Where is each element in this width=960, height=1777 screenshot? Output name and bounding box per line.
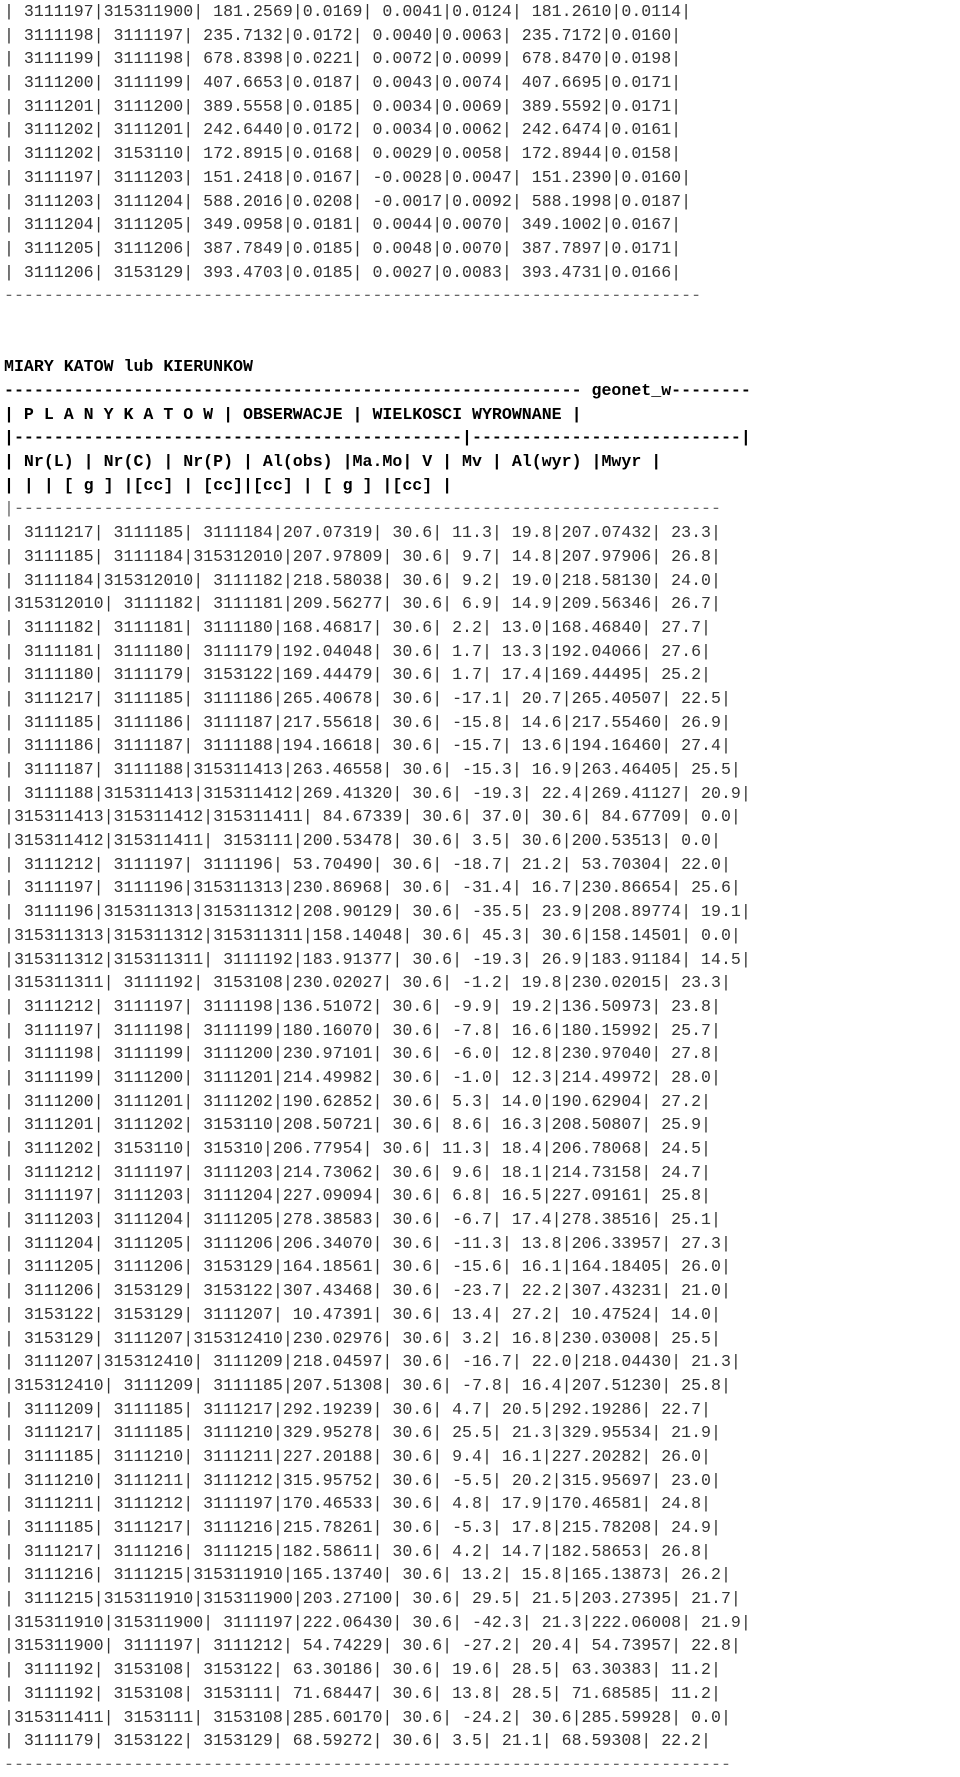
table-row: |315311411| 3153111| 3153108|285.60170| 30.6| -24.2| 30.6|285.59928| 0.0| bbox=[4, 1707, 731, 1727]
table-row: | 3111217| 3111216| 3111215|182.58611| 30.6| 4.2| 14.7|182.58653| 26.8| bbox=[4, 1541, 712, 1561]
table-row: | 3153122| 3153129| 3111207| 10.47391| 30.6| 13.4| 27.2| 10.47524| 14.0| bbox=[4, 1304, 721, 1324]
table-row: | 3111197| 3111196|315311313|230.86968| 30.6| -31.4| 16.7|230.86654| 25.6| bbox=[4, 878, 741, 898]
table-row: | 3111217| 3111185| 3111210|329.95278| 30.6| 25.5| 21.3|329.95534| 21.9| bbox=[4, 1423, 721, 1443]
top-separator: ---------------------------------------------------------------------- bbox=[4, 286, 702, 306]
table-row: |315311311| 3111192| 3153108|230.02027| 30.6| -1.2| 19.8|230.02015| 23.3| bbox=[4, 973, 731, 993]
table-row: | 3111210| 3111211| 3111212|315.95752| 30.6| -5.5| 20.2|315.95697| 23.0| bbox=[4, 1470, 721, 1490]
table-row: | 3111202| 3153110| 315310|206.77954| 30.6| 11.3| 18.4|206.78068| 24.5| bbox=[4, 1139, 712, 1158]
bottom-separator: ------------------------------------------------------------------------- bbox=[4, 1754, 731, 1774]
table-row: | 3111200| 3111201| 3111202|190.62852| 30.6| 5.3| 14.0|190.62904| 27.2| bbox=[4, 1091, 712, 1111]
table-row: | 3111196|315311313|315311312|208.90129| 30.6| -35.5| 23.9|208.89774| 19.1| bbox=[4, 902, 751, 922]
table-row: | 3111212| 3111197| 3111196| 53.70490| 30.6| -18.7| 21.2| 53.70304| 22.0| bbox=[4, 854, 731, 874]
table-row: | 3111204| 3111205| 3111206|206.34070| 30.6| -11.3| 13.8|206.33957| 27.3| bbox=[4, 1233, 731, 1253]
group-header: | P L A N Y K A T O W | OBSERWACJE | WIELKOSCI WYROWNANE | bbox=[4, 404, 582, 424]
table-row: | 3111206| 3153129| 393.4703|0.0185| 0.0027|0.0083| 393.4731|0.0166| bbox=[4, 262, 682, 282]
table-row: | 3111201| 3111200| 389.5558|0.0185| 0.0034|0.0069| 389.5592|0.0171| bbox=[4, 96, 682, 116]
table-row: | 3111204| 3111205| 349.0958|0.0181| 0.0044|0.0070| 349.1002|0.0167| bbox=[4, 215, 682, 235]
blank-line bbox=[4, 308, 956, 332]
table-row: |315311313|315311312|315311311|158.14048| 30.6| 45.3| 30.6|158.14501| 0.0| bbox=[4, 925, 741, 945]
header-rule: |----------------------------------------------------------------------- bbox=[4, 499, 721, 519]
table-row: | 3111217| 3111185| 3111184|207.07319| 30.6| 11.3| 19.8|207.07432| 23.3| bbox=[4, 523, 721, 543]
table-row: | 3111185| 3111186| 3111187|217.55618| 30.6| -15.8| 14.6|217.55460| 26.9| bbox=[4, 712, 731, 732]
table-row: | 3111209| 3111185| 3111217|292.19239| 30.6| 4.7| 20.5|292.19286| 22.7| bbox=[4, 1399, 712, 1419]
table-row: | 3111187| 3111188|315311413|263.46558| 30.6| -15.3| 16.9|263.46405| 25.5| bbox=[4, 760, 741, 779]
table-row: | 3111216| 3111215|315311910|165.13740| 30.6| 13.2| 15.8|165.13873| 26.2| bbox=[4, 1565, 731, 1585]
table-row: | 3111185| 3111217| 3111216|215.78261| 30.6| -5.3| 17.8|215.78208| 24.9| bbox=[4, 1518, 721, 1537]
table-row: |315311413|315311412|315311411| 84.67339| 30.6| 37.0| 30.6| 84.67709| 0.0| bbox=[4, 807, 741, 827]
table-row: | 3111200| 3111199| 407.6653|0.0187| 0.0043|0.0074| 407.6695|0.0171| bbox=[4, 73, 682, 93]
table-row: | 3111192| 3153108| 3153111| 71.68447| 30.6| 13.8| 28.5| 71.68585| 11.2| bbox=[4, 1683, 721, 1703]
table-row: | 3111198| 3111199| 3111200|230.97101| 30.6| -6.0| 12.8|230.97040| 27.8| bbox=[4, 1044, 721, 1064]
table-row: | 3111188|315311413|315311412|269.41320| 30.6| -19.3| 22.4|269.41127| 20.9| bbox=[4, 783, 751, 803]
table-row: |315312410| 3111209| 3111185|207.51308| 30.6| -7.8| 16.4|207.51230| 25.8| bbox=[4, 1375, 731, 1395]
table-row: |315311900| 3111197| 3111212| 54.74229| 30.6| -27.2| 20.4| 54.73957| 22.8| bbox=[4, 1636, 741, 1656]
table-row: | 3111203| 3111204| 588.2016|0.0208| -0.0017|0.0092| 588.1998|0.0187| bbox=[4, 191, 692, 211]
table-row: | 3111184|315312010| 3111182|218.58038| 30.6| 9.2| 19.0|218.58130| 24.0| bbox=[4, 570, 721, 590]
table-row: | 3111199| 3111198| 678.8398|0.0221| 0.0072|0.0099| 678.8470|0.0198| bbox=[4, 49, 682, 69]
table-row: | 3111207|315312410| 3111209|218.04597| 30.6| -16.7| 22.0|218.04430| 21.3| bbox=[4, 1352, 741, 1372]
group-divider: |---------------------------------------------|---------------------------| bbox=[4, 428, 751, 448]
table-row: | 3111181| 3111180| 3111179|192.04048| 30.6| 1.7| 13.3|192.04066| 27.6| bbox=[4, 641, 712, 661]
angles-table bbox=[4, 521, 956, 1753]
table-row: | 3111186| 3111187| 3111188|194.16618| 30.6| -15.7| 13.6|194.16460| 27.4| bbox=[4, 736, 731, 756]
unit-header: | | | [ g ] |[cc] | [cc]|[cc] | [ g ] |[cc] | bbox=[4, 475, 453, 495]
table-row: | 3111201| 3111202| 3153110|208.50721| 30.6| 8.6| 16.3|208.50807| 25.9| bbox=[4, 1115, 712, 1135]
table-row: |315311312|315311311| 3111192|183.91377| 30.6| -19.3| 26.9|183.91184| 14.5| bbox=[4, 949, 751, 969]
table-row: | 3111179| 3153122| 3153129| 68.59272| 30.6| 3.5| 21.1| 68.59308| 22.2| bbox=[4, 1731, 712, 1751]
table-row: | 3111199| 3111200| 3111201|214.49982| 30.6| -1.0| 12.3|214.49972| 28.0| bbox=[4, 1067, 721, 1087]
table-row: | 3111206| 3153129| 3153122|307.43468| 30.6| -23.7| 22.2|307.43231| 21.0| bbox=[4, 1281, 731, 1301]
table-row: | 3111212| 3111197| 3111203|214.73062| 30.6| 9.6| 18.1|214.73158| 24.7| bbox=[4, 1162, 712, 1182]
table-row: | 3111215|315311910|315311900|203.27100| 30.6| 29.5| 21.5|203.27395| 21.7| bbox=[4, 1589, 741, 1609]
table-row: |315311910|315311900| 3111197|222.06430| 30.6| -42.3| 21.3|222.06008| 21.9| bbox=[4, 1612, 751, 1632]
table-row: | 3111198| 3111197| 235.7132|0.0172| 0.0040|0.0063| 235.7172|0.0160| bbox=[4, 25, 682, 45]
table-row: | 3111182| 3111181| 3111180|168.46817| 30.6| 2.2| 13.0|168.46840| 27.7| bbox=[4, 617, 712, 637]
table-row: | 3111202| 3111201| 242.6440|0.0172| 0.0034|0.0062| 242.6474|0.0161| bbox=[4, 120, 682, 140]
table-row: | 3111185| 3111210| 3111211|227.20188| 30.6| 9.4| 16.1|227.20282| 26.0| bbox=[4, 1446, 712, 1466]
table-row: | 3111185| 3111184|315312010|207.97809| 30.6| 9.7| 14.8|207.97906| 26.8| bbox=[4, 546, 721, 566]
table-row: | 3111197| 3111198| 3111199|180.16070| 30.6| -7.8| 16.6|180.15992| 25.7| bbox=[4, 1020, 721, 1040]
table-row: | 3111180| 3111179| 3153122|169.44479| 30.6| 1.7| 17.4|169.44495| 25.2| bbox=[4, 665, 712, 685]
table-row: | 3111192| 3153108| 3153122| 63.30186| 30.6| 19.6| 28.5| 63.30383| 11.2| bbox=[4, 1660, 721, 1680]
table-row: | 3111217| 3111185| 3111186|265.40678| 30.6| -17.1| 20.7|265.40507| 22.5| bbox=[4, 688, 731, 708]
report-listing bbox=[4, 0, 956, 1777]
table-row: | 3111205| 3111206| 3153129|164.18561| 30.6| -15.6| 16.1|164.18405| 26.0| bbox=[4, 1257, 731, 1277]
table-row: | 3111205| 3111206| 387.7849|0.0185| 0.0048|0.0070| 387.7897|0.0171| bbox=[4, 238, 682, 258]
table-row: | 3111197|315311900| 181.2569|0.0169| 0.0041|0.0124| 181.2610|0.0114| bbox=[4, 2, 692, 21]
table-row: | 3153129| 3111207|315312410|230.02976| 30.6| 3.2| 16.8|230.03008| 25.5| bbox=[4, 1328, 721, 1348]
rule-with-tag: ---------------------------------------------------------- geonet_w-------- bbox=[4, 381, 751, 400]
blank-line bbox=[4, 332, 956, 356]
table-row: | 3111211| 3111212| 3111197|170.46533| 30.6| 4.8| 17.9|170.46581| 24.8| bbox=[4, 1494, 712, 1514]
table-row: | 3111197| 3111203| 3111204|227.09094| 30.6| 6.8| 16.5|227.09161| 25.8| bbox=[4, 1186, 712, 1206]
table-row: |315312010| 3111182| 3111181|209.56277| 30.6| 6.9| 14.9|209.56346| 26.7| bbox=[4, 594, 721, 614]
section-title: MIARY KATOW lub KIERUNKOW bbox=[4, 357, 253, 377]
column-header: | Nr(L) | Nr(C) | Nr(P) | Al(obs) |Ma.Mo| V | Mv | Al(wyr) |Mwyr | bbox=[4, 452, 662, 472]
table-row: |315311412|315311411| 3153111|200.53478| 30.6| 3.5| 30.6|200.53513| 0.0| bbox=[4, 831, 721, 851]
table-row: | 3111197| 3111203| 151.2418|0.0167| -0.0028|0.0047| 151.2390|0.0160| bbox=[4, 167, 692, 187]
table-row: | 3111203| 3111204| 3111205|278.38583| 30.6| -6.7| 17.4|278.38516| 25.1| bbox=[4, 1210, 721, 1230]
table-row: | 3111212| 3111197| 3111198|136.51072| 30.6| -9.9| 19.2|136.50973| 23.8| bbox=[4, 996, 721, 1016]
distances-table-tail bbox=[4, 0, 956, 284]
table-row: | 3111202| 3153110| 172.8915|0.0168| 0.0029|0.0058| 172.8944|0.0158| bbox=[4, 144, 682, 164]
